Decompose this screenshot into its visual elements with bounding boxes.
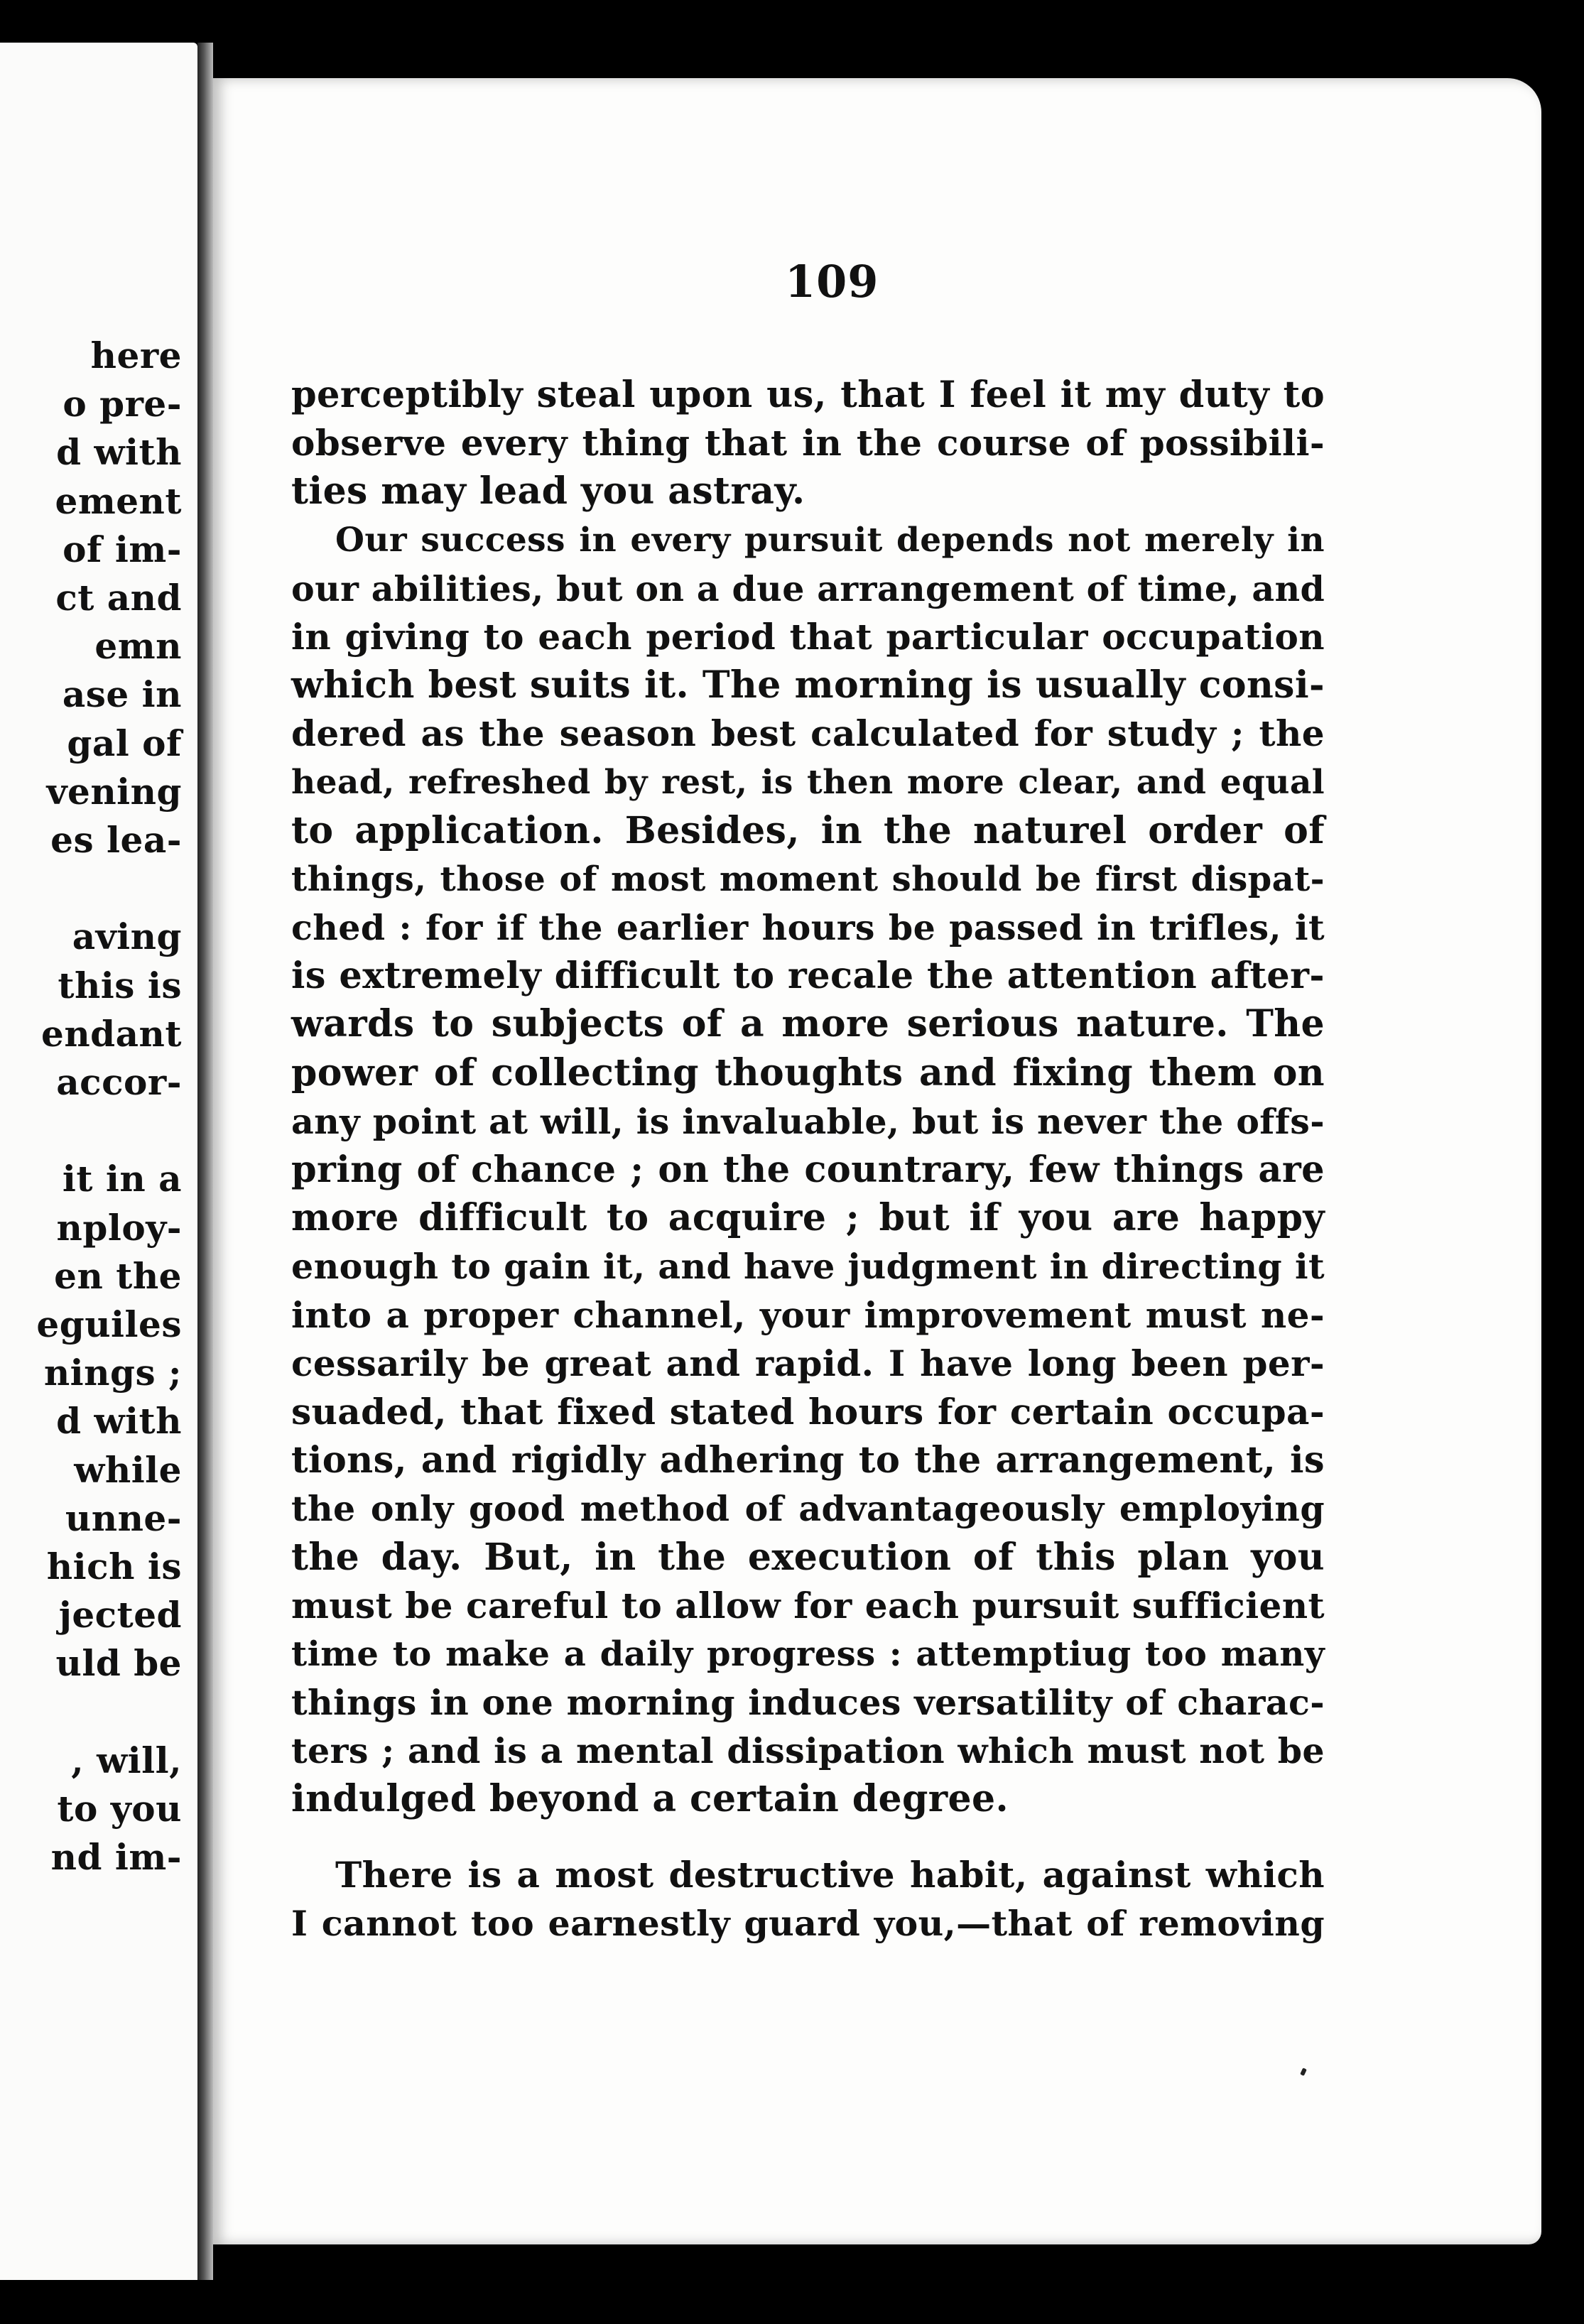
left-page-fragment: emn [94, 625, 182, 668]
text-line: suaded, that fixed stated hours for certain occupa- [291, 1390, 1325, 1433]
left-page-fragment: while [74, 1448, 182, 1491]
left-page-fragment: of im- [63, 528, 182, 570]
left-page-fragment: jected [58, 1594, 182, 1636]
text-line: pring of chance ; on the countrary, few things are [291, 1149, 1325, 1191]
left-page-fragment: aving [72, 916, 182, 958]
left-page-fragment: accor- [56, 1061, 182, 1103]
left-page-fragment: this is [58, 964, 182, 1006]
text-line: I cannot too earnestly guard you,—that of removing [291, 1902, 1325, 1944]
left-page-fragment: nploy- [56, 1206, 182, 1249]
text-line: the day. But, in the execution of this plan you [291, 1535, 1325, 1579]
left-page-fragment: gal of [67, 722, 182, 764]
text-line: ters ; and is a mental dissipation which must not be [291, 1730, 1325, 1772]
left-page [0, 43, 197, 2280]
text-line: There is a most destructive habit, against which [335, 1853, 1325, 1896]
text-line: which best suits it. The morning is usually consi- [291, 663, 1325, 707]
text-line: into a proper channel, your improvement must ne- [291, 1293, 1325, 1336]
book-gutter [197, 43, 213, 2280]
left-page-fragment: hich is [46, 1546, 182, 1587]
left-page-fragment: nings ; [43, 1352, 182, 1394]
left-page-fragment: o pre- [63, 383, 182, 425]
text-line: ties may lead you astray. [291, 469, 805, 514]
text-line: in giving to each period that particular occupation [291, 615, 1325, 658]
paragraph [291, 371, 1325, 516]
text-line: head, refreshed by rest, is then more clear, and equal [291, 762, 1325, 802]
text-line: our abilities, but on a due arrangement of time, and [291, 568, 1325, 609]
left-page-fragment: here [90, 335, 182, 376]
text-line: tions, and rigidly adhering to the arrangement, is [291, 1439, 1325, 1482]
left-page-fragment: eguiles [36, 1303, 182, 1345]
left-page-fragment: uld be [55, 1642, 182, 1685]
left-page-fragment: it in a [62, 1158, 182, 1200]
text-line: time to make a daily progress : attemptiug too many [291, 1634, 1325, 1674]
paragraph [291, 1851, 1325, 1948]
left-page-fragment: , will, [71, 1739, 182, 1781]
left-page-fragment: en the [54, 1254, 182, 1297]
text-line: dered as the season best calculated for study ; the [291, 712, 1325, 755]
left-page-fragment: to you [57, 1788, 182, 1830]
text-line: cessarily be great and rapid. I have long been per- [291, 1342, 1325, 1384]
text-line: indulged beyond a certain degree. [291, 1777, 1009, 1821]
text-line: any point at will, is invaluable, but is never the offs- [291, 1100, 1325, 1142]
text-line: the only good method of advantageously employing [291, 1488, 1325, 1530]
text-line: power of collecting thoughts and fixing them on [291, 1050, 1325, 1095]
left-page-fragment: nd im- [50, 1836, 182, 1879]
text-line: things in one morning induces versatility of charac- [291, 1682, 1325, 1724]
page-body-text [291, 371, 1325, 1948]
left-page-fragment: vening [46, 770, 182, 813]
text-line: is extremely difficult to recale the attention after- [291, 955, 1325, 998]
text-line: wards to subjects of a more serious nature. The [291, 1002, 1325, 1046]
text-line: perceptibly steal upon us, that I feel it my duty to [291, 374, 1325, 416]
paragraph [291, 516, 1325, 1824]
text-line: observe every thing that in the course of possibili- [291, 422, 1325, 465]
text-line: Our success in every pursuit depends not merely in [335, 520, 1325, 560]
left-page-fragment: d with [56, 431, 182, 474]
text-line: to application. Besides, in the naturel order of [291, 808, 1325, 852]
left-page-fragment: d with [56, 1400, 182, 1443]
page-number: 109 [785, 256, 879, 308]
left-page-fragment: ase in [62, 673, 182, 716]
text-line: must be careful to allow for each pursuit sufficient [291, 1584, 1325, 1627]
text-line: enough to gain it, and have judgment in directing it [291, 1246, 1325, 1288]
left-page-fragment: ct and [55, 577, 182, 619]
text-line: more difficult to acquire ; but if you are happy [291, 1196, 1325, 1240]
left-page-fragment: es lea- [50, 819, 182, 861]
text-line: ched : for if the earlier hours be passed in trifles, it [291, 907, 1325, 949]
paragraph-gap [291, 1824, 1325, 1851]
text-line: things, those of most moment should be first dispat- [291, 859, 1325, 899]
left-page-fragment: unne- [65, 1497, 182, 1539]
left-page-fragment: endant [41, 1012, 182, 1055]
left-page-fragment: ement [55, 479, 182, 522]
